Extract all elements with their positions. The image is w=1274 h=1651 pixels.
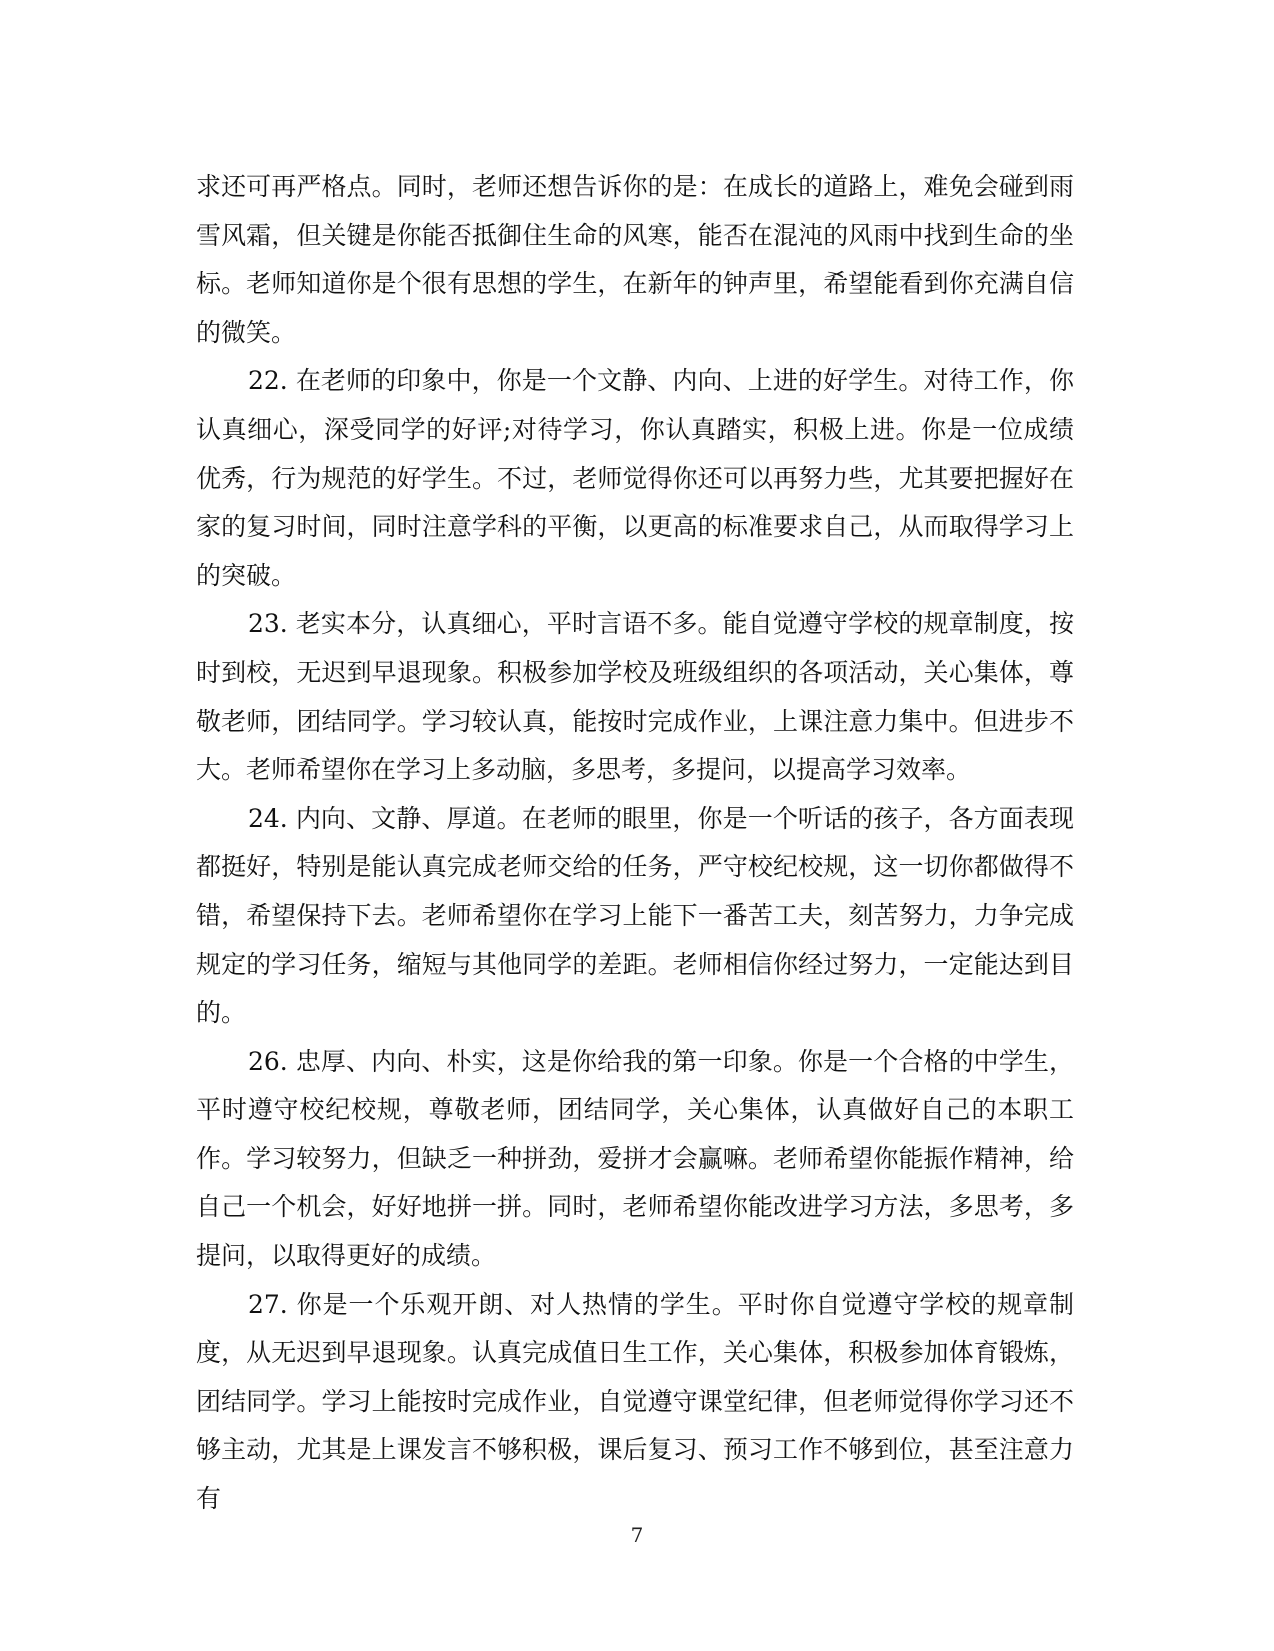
paragraph-24 (196, 795, 1074, 1038)
paragraph-text: 你是一个乐观开朗、对人热情的学生。平时你自觉遵守学校的规章制度，从无迟到早退现象。认真完成值日生工作，关心集体，积极参加体育锻炼，团结同学。学习上能按时完成作业，自觉遵守课堂纪律，但老师觉得你学习还不够主动，尤其是上课发言不够积极，课后复习、预习工作不够到位，甚至注意力有 (196, 1289, 1074, 1514)
paragraph-number: 24. (248, 803, 288, 833)
paragraph-number: 26. (248, 1046, 288, 1076)
paragraph-text: 忠厚、内向、朴实，这是你给我的第一印象。你是一个合格的中学生，平时遵守校纪校规，尊敬老师，团结同学，关心集体，认真做好自己的本职工作。学习较努力，但缺乏一种拼劲，爱拼才会赢嘛。老师希望你能振作精神，给自己一个机会，好好地拼一拼。同时，老师希望你能改进学习方法，多思考，多提问，以取得更好的成绩。 (196, 1046, 1074, 1271)
paragraph-22 (196, 357, 1074, 600)
paragraph-27 (196, 1281, 1074, 1524)
paragraph-text: 在老师的印象中，你是一个文静、内向、上进的好学生。对待工作，你认真细心，深受同学的好评;对待学习，你认真踏实，积极上进。你是一位成绩优秀，行为规范的好学生。不过，老师觉得你还可以再努力些，尤其要把握好在家的复习时间，同时注意学科的平衡，以更高的标准要求自己，从而取得学习上的突破。 (196, 366, 1074, 590)
paragraph-text: 求还可再严格点。同时，老师还想告诉你的是：在成长的道路上，难免会碰到雨雪风霜，但关键是你能否抵御住生命的风寒，能否在混沌的风雨中找到生命的坐标。老师知道你是个很有思想的学生，在新年的钟声里，希望能看到你充满自信的微笑。 (196, 172, 1074, 347)
paragraph-text: 内向、文静、厚道。在老师的眼里，你是一个听话的孩子，各方面表现都挺好，特别是能认真完成老师交给的任务，严守校纪校规，这一切你都做得不错，希望保持下去。老师希望你在学习上能下一番苦工夫，刻苦努力，力争完成规定的学习任务，缩短与其他同学的差距。老师相信你经过努力，一定能达到目的。 (196, 803, 1074, 1028)
page-number: 7 (630, 1523, 644, 1547)
paragraph-number: 27. (248, 1289, 288, 1319)
paragraph-26 (196, 1038, 1074, 1281)
paragraph-text: 老实本分，认真细心，平时言语不多。能自觉遵守学校的规章制度，按时到校，无迟到早退现象。积极参加学校及班级组织的各项活动，关心集体，尊敬老师，团结同学。学习较认真，能按时完成作业，上课注意力集中。但进步不大。老师希望你在学习上多动脑，多思考，多提问，以提高学习效率。 (196, 609, 1074, 785)
paragraph-continued (196, 163, 1074, 357)
document-body (196, 163, 1074, 1524)
paragraph-23 (196, 600, 1074, 794)
paragraph-number: 22. (248, 366, 288, 396)
paragraph-number: 23. (248, 609, 288, 639)
